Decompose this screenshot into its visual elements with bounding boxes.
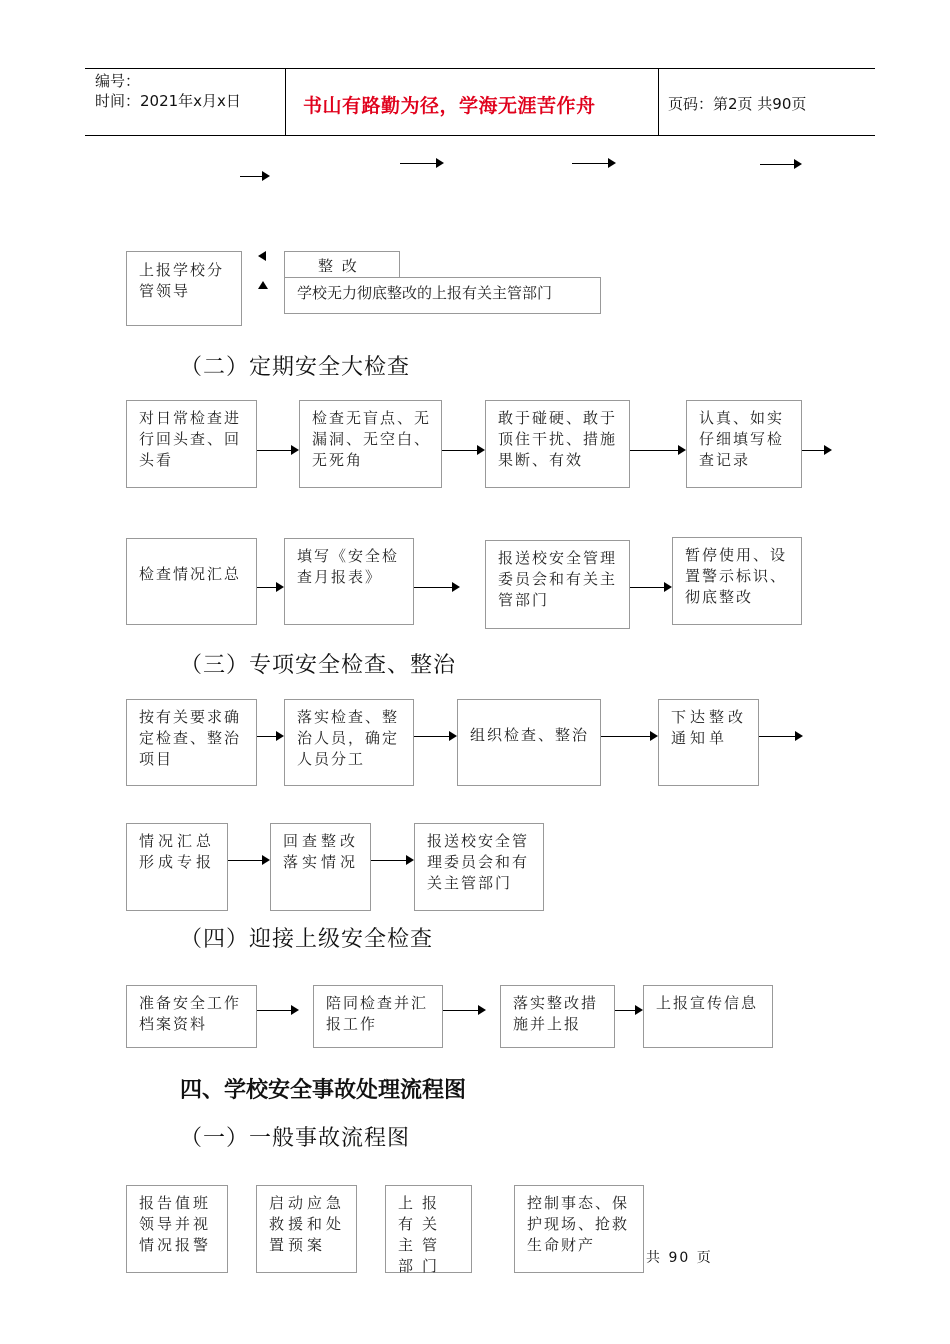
arrow-right: [759, 731, 803, 742]
arrow-right: [257, 1005, 299, 1016]
arrow-right: [601, 731, 658, 742]
flow-box: 暂停使用、设置警示标识、彻底整改: [672, 537, 802, 625]
arrow-right: [371, 855, 414, 866]
flow-box: 组织检查、整治: [457, 699, 601, 786]
header-top-rule: [85, 68, 875, 69]
escalate-box: 学校无力彻底整改的上报有关主管部门: [284, 277, 601, 314]
arrow-right: [443, 1005, 486, 1016]
flow-box: 控制事态、保护现场、抢救生命财产: [514, 1185, 644, 1273]
section-heading: （一）一般事故流程图: [180, 1126, 411, 1151]
flow-box: 落实检查、整治人员，确定人员分工: [284, 699, 414, 786]
arrow-right: [630, 445, 686, 456]
flow-box: 情况汇总形成专报: [126, 823, 228, 911]
flow-box: 按有关要求确定检查、整治项目: [126, 699, 257, 786]
flow-box: 上报有关主管部门: [385, 1185, 472, 1273]
header-divider-left: [285, 68, 286, 136]
arrow-right: [414, 731, 457, 742]
rectify-box: 整 改: [284, 251, 400, 278]
flow-box: 报告值班领导并视情况报警: [126, 1185, 228, 1273]
page-total: 共 90 页: [646, 1250, 713, 1266]
flow-box: 填写《安全检查月报表》: [284, 538, 414, 625]
arrow-right: [630, 582, 672, 593]
arrow-right: [257, 445, 299, 456]
flow-box: 上报宣传信息: [643, 985, 773, 1048]
document-time: 时间：2021年x月x日: [95, 92, 241, 110]
flow-box: 回查整改落实情况: [270, 823, 371, 911]
section-heading: （四）迎接上级安全检查: [180, 927, 434, 952]
arrow-right: [414, 582, 460, 593]
flow-box: 敢于碰硬、敢于顶住干扰、措施果断、有效: [485, 400, 630, 488]
section-heading: （二）定期安全大检查: [180, 355, 411, 380]
arrow-right: [802, 445, 832, 456]
flow-box: 落实整改措施并上报: [500, 985, 615, 1048]
arrow-right: [400, 158, 444, 169]
arrow-right: [257, 582, 284, 593]
arrow-right: [257, 731, 284, 742]
flow-box: 启动应急救援和处置预案: [256, 1185, 357, 1273]
arrow-right: [228, 855, 270, 866]
arrow-right: [760, 159, 802, 170]
arrow-right: [240, 171, 270, 182]
report-leader-box: 上报学校分管领导: [126, 251, 242, 326]
section-heading: （三）专项安全检查、整治: [180, 653, 457, 678]
arrow-right: [615, 1005, 643, 1016]
header-bottom-rule: [85, 135, 875, 136]
chapter-heading: 四、学校安全事故处理流程图: [180, 1078, 467, 1103]
arrow-right: [442, 445, 485, 456]
flow-box: 报送校安全管理委员会和有关主管部门: [414, 823, 544, 911]
header-motto: 书山有路勤为径，学海无涯苦作舟: [303, 95, 596, 117]
flow-box: 准备安全工作档案资料: [126, 985, 257, 1048]
flow-box: 检查情况汇总: [126, 538, 257, 625]
document-number: 编号：: [95, 72, 141, 90]
flow-box: 陪同检查并汇报工作: [313, 985, 443, 1048]
arrow-up-head: [258, 281, 268, 289]
flow-box: 对日常检查进行回头查、回头看: [126, 400, 257, 488]
flow-box: 认真、如实仔细填写检查记录: [686, 400, 802, 488]
flow-box: 检查无盲点、无漏洞、无空白、无死角: [299, 400, 442, 488]
flow-box: 下达整改通知单: [658, 699, 759, 786]
flow-box: 报送校安全管理委员会和有关主管部门: [485, 540, 630, 629]
header-divider-right: [658, 68, 659, 136]
arrow-left-head: [258, 251, 266, 261]
arrow-right: [572, 158, 616, 169]
page-number: 页码：第2页 共90页: [668, 95, 807, 113]
